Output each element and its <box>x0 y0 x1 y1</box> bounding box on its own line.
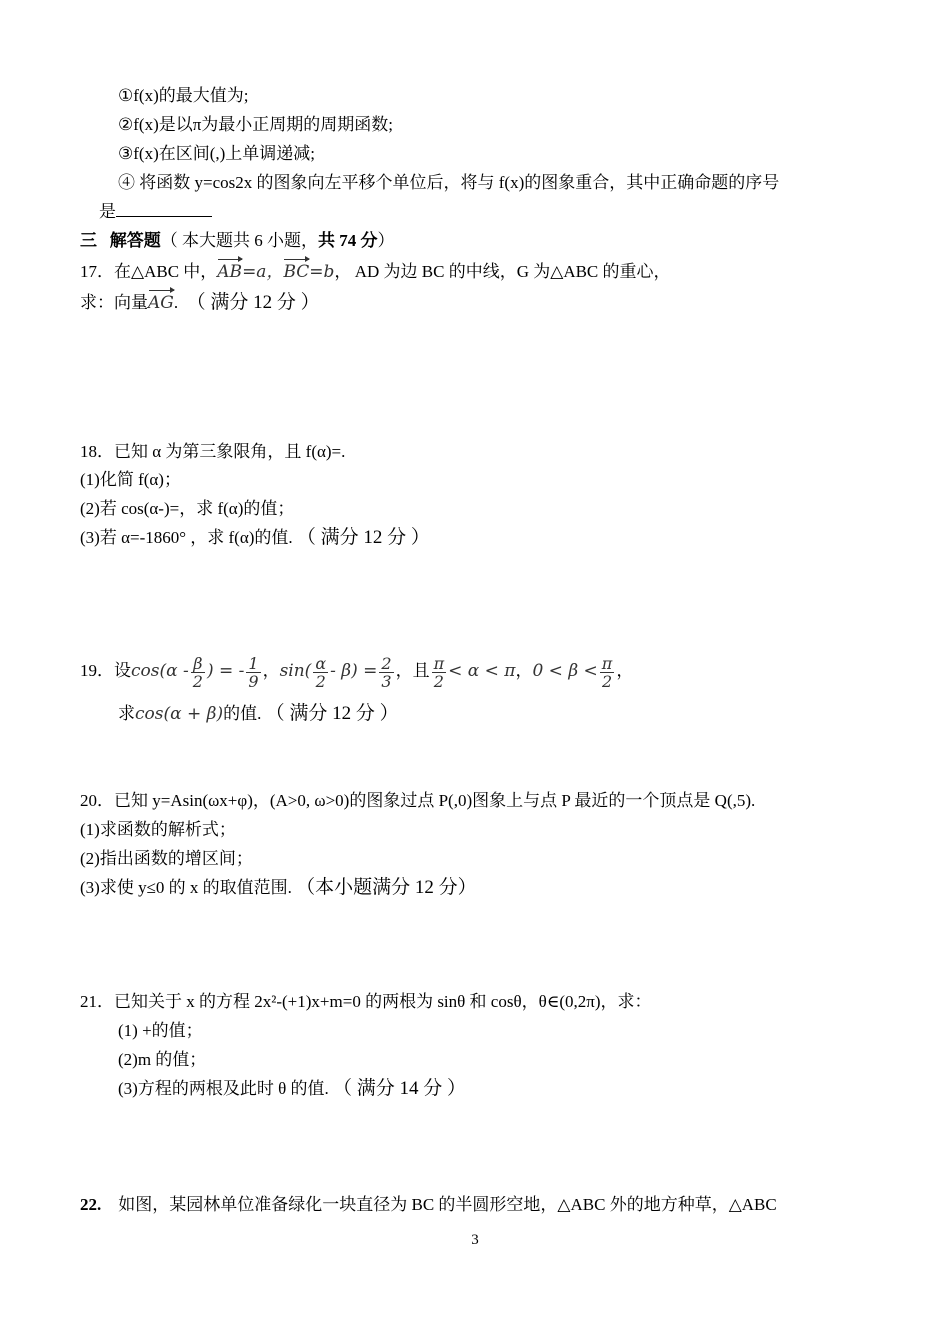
section-note-end: ） <box>377 231 395 250</box>
q19-text-1: 设 <box>114 661 131 680</box>
q19-text-6: 求 <box>118 704 135 723</box>
q20-text-4: (3)求使 y≤0 的 x 的取值范围. <box>80 878 292 897</box>
question-18-line-4 <box>80 526 430 550</box>
fraction-1-over-9: $\frac{1}{9}$ <box>248 653 259 691</box>
q19-math-5: < α < π <box>448 661 516 681</box>
q17-eq-a: =a， <box>242 262 284 282</box>
q17-text-1: 在△ABC 中， <box>114 262 218 281</box>
question-20-line-2: (1)求函数的解析式； <box>80 820 236 839</box>
section-heading <box>80 229 395 253</box>
proposition-1: ①f(x)的最大值为; <box>118 86 249 105</box>
q19-math-6: 0 < β < <box>532 661 598 681</box>
question-17-line-2 <box>80 288 320 315</box>
q19-math-1: cos(α - <box>131 661 189 681</box>
fraction-alpha-over-2: $\frac{\alpha}{2}$ <box>315 653 327 691</box>
fraction-beta-over-2: $\frac{\beta}{2}$ <box>192 653 203 691</box>
question-19-line-1 <box>80 648 633 694</box>
vector-ab: AB <box>217 257 242 284</box>
answer-blank <box>116 200 212 217</box>
q19-math-7: cos(α + β) <box>135 704 224 724</box>
q21-text-4: (3)方程的两根及此时 θ 的值. <box>118 1079 329 1098</box>
q22-number: 22. <box>80 1195 102 1214</box>
q17-text-2: ， AD 为边 BC 的中线，G 为△ABC 的重心， <box>334 262 671 281</box>
proposition-3: ③f(x)在区间(,)上单调递减; <box>118 144 316 163</box>
q17-number: 17． <box>80 262 114 281</box>
q19-text-4: ， <box>515 661 533 680</box>
answer-prefix: 是 <box>99 202 116 221</box>
q17-score: （ 满分 12 分 ） <box>186 292 320 313</box>
q19-text-7: 的值. <box>223 704 262 723</box>
question-17-line-1 <box>80 257 671 284</box>
q19-math-2: ) = - <box>206 661 245 681</box>
question-20-line-3: (2)指出函数的增区间； <box>80 849 253 868</box>
fraction-2-over-3: $\frac{2}{3}$ <box>381 653 392 691</box>
q19-text-5: ， <box>616 661 634 680</box>
question-21-line-3: (2)m 的值； <box>118 1050 207 1069</box>
question-18-line-3: (2)若 cos(α-)=，求 f(α)的值； <box>80 499 295 518</box>
q22-text: 如图，某园林单位准备绿化一块直径为 BC 的半圆形空地，△ABC 外的地方种草，△ABC <box>118 1195 777 1214</box>
question-20-line-1: 20．已知 y=Asin(ωx+φ)，(A>0, ω>0)的图象过点 P(,0)图象上与点 P 最近的一个顶点是 Q(,5). <box>80 791 756 810</box>
q18-score: （ 满分 12 分 ） <box>296 527 430 548</box>
question-22-line-1 <box>80 1193 777 1217</box>
section-note: （ 本大题共 6 小题， <box>160 231 318 250</box>
section-title: 解答题 <box>109 231 161 250</box>
question-21-line-1: 21．已知关于 x 的方程 2x²-(+1)x+m=0 的两根为 sinθ 和 cosθ，θ∈(0,2π)，求： <box>80 992 652 1011</box>
q17-eq-b: =b <box>309 262 335 282</box>
q19-score: （ 满分 12 分 ） <box>265 703 399 724</box>
q19-text-2: ， <box>262 661 280 680</box>
vector-bc: BC <box>283 257 309 284</box>
q19-math-4: - β) = <box>330 661 378 681</box>
question-20-line-4 <box>80 876 477 900</box>
q19-math-3: sin( <box>279 661 312 681</box>
fraction-pi-over-2-b: $\frac{\pi}{2}$ <box>601 653 613 691</box>
answer-line <box>99 200 212 224</box>
section-note-total: 共 74 分 <box>318 231 378 250</box>
fraction-pi-over-2-a: $\frac{\pi}{2}$ <box>433 653 445 691</box>
question-18-line-1: 18．已知 α 为第三象限角，且 f(α)=. <box>80 442 346 461</box>
q17-text-4: . <box>173 293 179 312</box>
q17-text-3: 求：向量 <box>80 293 148 312</box>
q19-text-3: ，且 <box>395 661 430 680</box>
page-number: 3 <box>471 1232 479 1248</box>
q20-score: （本小题满分 12 分） <box>296 877 477 898</box>
vector-ag: AG <box>148 288 174 315</box>
section-number: 三 <box>80 231 97 250</box>
question-21-line-4 <box>118 1077 466 1101</box>
question-18-line-2: (1)化简 f(α)； <box>80 470 181 489</box>
q21-score: （ 满分 14 分 ） <box>332 1078 466 1099</box>
q19-number: 19． <box>80 661 114 680</box>
question-21-line-2: (1) +的值； <box>118 1021 203 1040</box>
q18-text-4: (3)若 α=-1860° ，求 f(α)的值. <box>80 528 293 547</box>
proposition-2: ②f(x)是以π为最小正周期的周期函数; <box>118 115 394 134</box>
question-19-line-2 <box>118 702 399 726</box>
proposition-4: ④ 将函数 y=cos2x 的图象向左平移个单位后，将与 f(x)的图象重合，其中正确命题的序号 <box>118 173 780 192</box>
